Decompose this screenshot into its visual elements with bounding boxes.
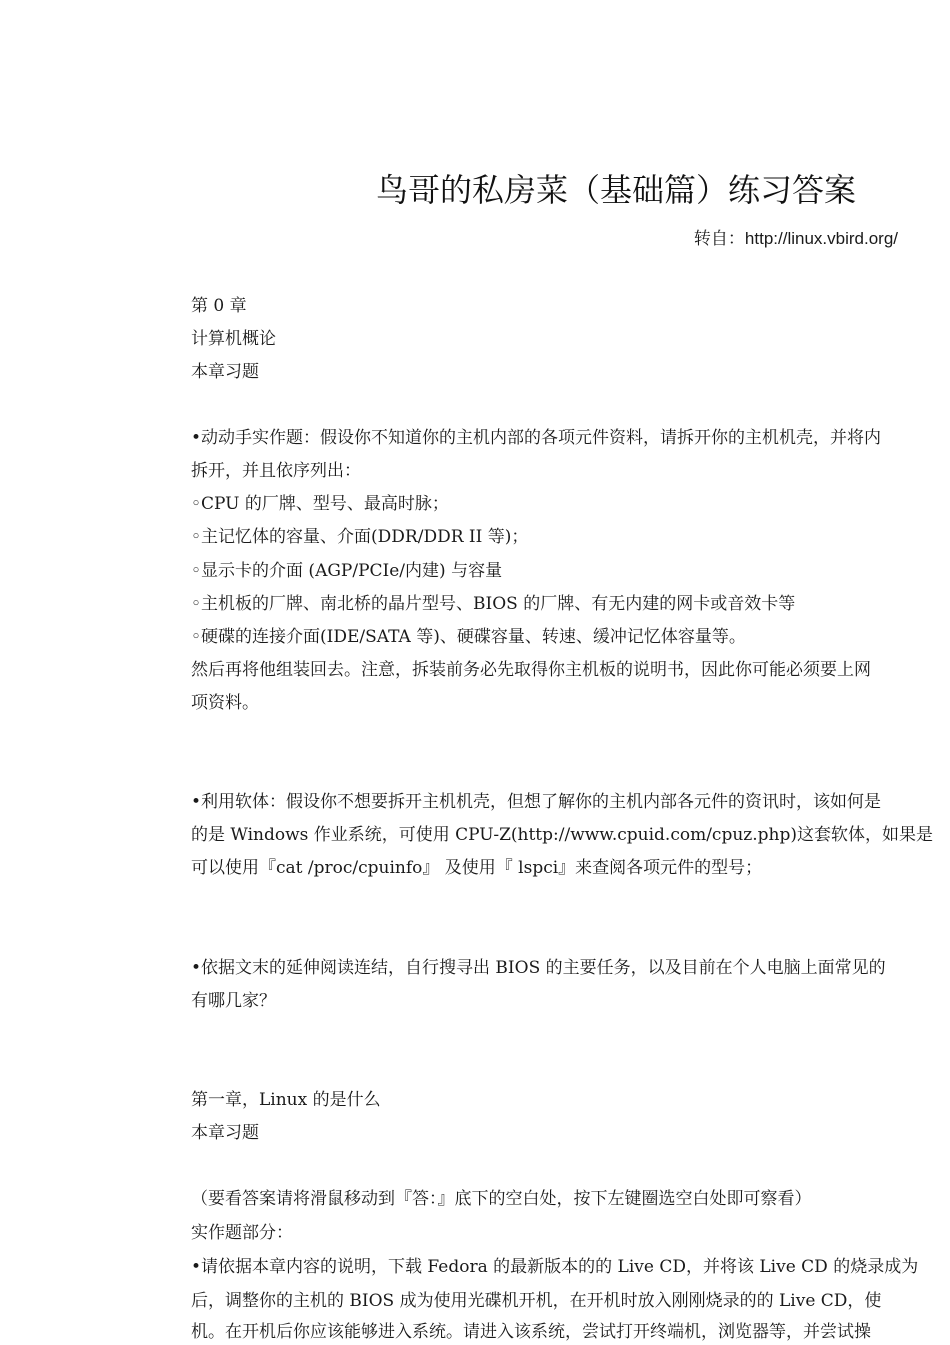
q2-line: 的是 Windows 作业系统，可使用 CPU-Z(http://www.cpuid.com/cpuz.php)这套软体，如果是 [191,825,933,845]
source-label: 转自： [693,229,745,249]
practice-line: •请依据本章内容的说明，下载 Fedora 的最新版本的的 Live CD，并将该 Live CD 的烧录成为 [191,1257,919,1277]
chapter1-heading: 第一章，Linux 的是什么 [191,1090,381,1110]
q1-list-item: ◦显示卡的介面 (AGP/PCIe/内建) 与容量 [191,561,503,581]
q1-outro-line: 项资料。 [191,693,259,713]
source-line [694,226,898,252]
q3-line: •依据文末的延伸阅读连结，自行搜寻出 BIOS 的主要任务，以及目前在个人电脑上面常见的 [191,958,886,978]
q3-line: 有哪几家？ [191,991,276,1011]
chapter0-heading: 第 0 章 [191,296,247,316]
chapter0-exercises-label: 本章习题 [191,362,259,382]
q1-list-item: ◦CPU 的厂牌、型号、最高时脉； [191,494,449,514]
chapter0-name: 计算机概论 [191,329,276,349]
practice-label: 实作题部分： [191,1223,293,1243]
q1-intro-line: 拆开，并且依序列出： [191,461,361,481]
q2-line: •利用软体：假设你不想要拆开主机机壳，但想了解你的主机内部各元件的资讯时，该如何是 [191,792,882,812]
source-url: http://linux.vbird.org/ [744,229,898,248]
q1-list-item: ◦硬碟的连接介面(IDE/SATA 等)、硬碟容量、转速、缓冲记忆体容量等。 [191,627,746,647]
q1-outro-line: 然后再将他组装回去。注意，拆装前务必先取得你主机板的说明书，因此你可能必须要上网 [191,660,871,680]
q1-intro-line: •动动手实作题：假设你不知道你的主机内部的各项元件资料，请拆开你的主机机壳，并将内 [191,428,882,448]
practice-line: 后，调整你的主机的 BIOS 成为使用光碟机开机，在开机时放入刚刚烧录的的 Live CD，使 [191,1291,882,1311]
chapter1-exercises-label: 本章习题 [191,1123,259,1143]
q1-list-item: ◦主记忆体的容量、介面(DDR/DDR II 等)； [191,527,529,547]
q1-list-item: ◦主机板的厂牌、南北桥的晶片型号、BIOS 的厂牌、有无内建的网卡或音效卡等 [191,594,796,614]
answer-hint: （要看答案请将滑鼠移动到『答：』底下的空白处，按下左键圈选空白处即可察看） [191,1189,812,1209]
practice-line: 机。在开机后你应该能够进入系统。请进入该系统，尝试打开终端机，浏览器等，并尝试操 [191,1322,871,1342]
q2-line: 可以使用『cat /proc/cpuinfo』 及使用『 lspci』来查阅各项元件的型号； [191,858,763,878]
document-title: 鸟哥的私房菜（基础篇）练习答案 [376,171,857,209]
